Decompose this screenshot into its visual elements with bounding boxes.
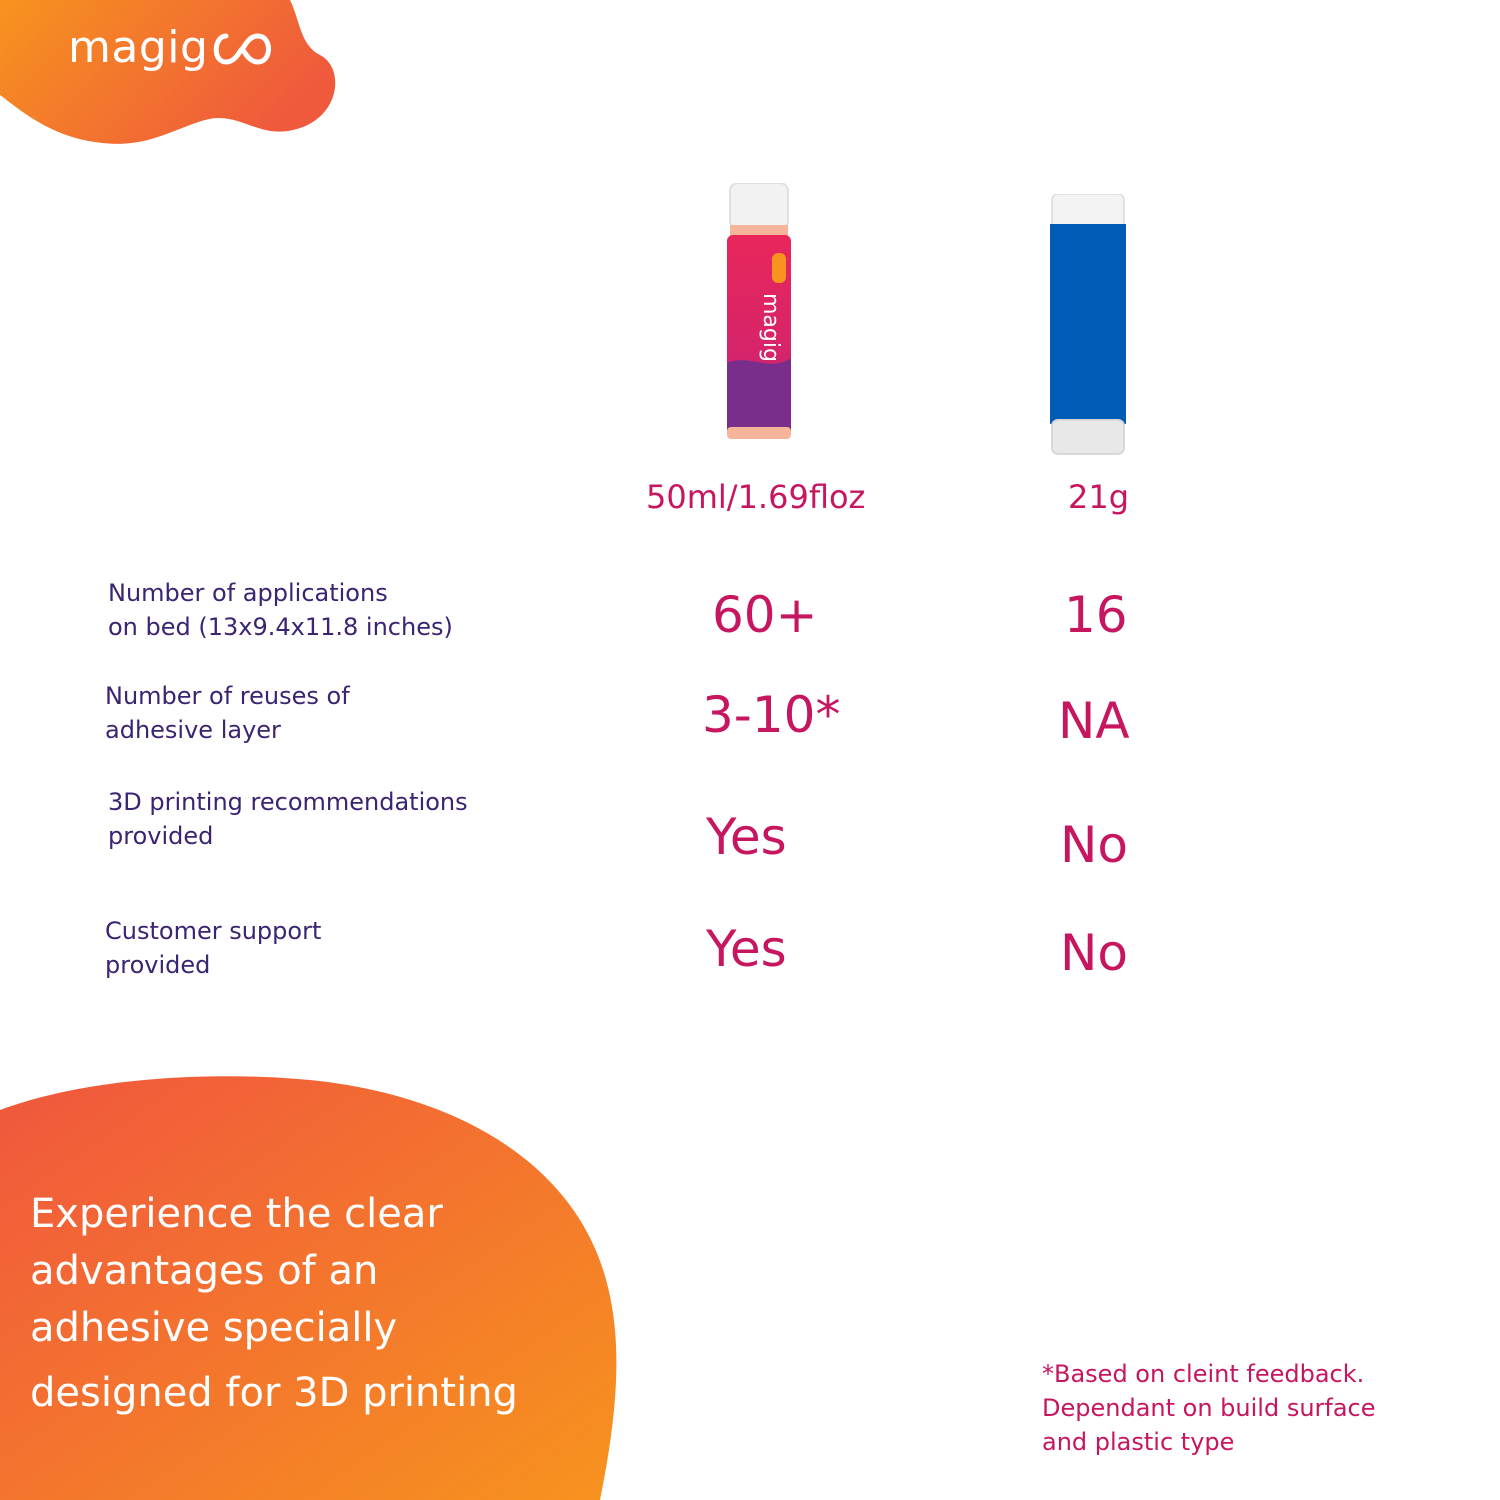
footnote: *Based on cleint feedback. Dependant on build surface and plastic type xyxy=(1042,1360,1376,1456)
magigoo-value-recommendations: Yes xyxy=(706,808,787,866)
row-label-applications: Number of applications on bed (13x9.4x11.8 inches) xyxy=(108,579,453,641)
magigoo-size-label: 50ml/1.69floz xyxy=(646,478,866,516)
logo-wordmark: magig xyxy=(68,22,209,73)
row-label-recommendations: 3D printing recommendations provided xyxy=(108,788,468,850)
row-label-support: Customer support provided xyxy=(105,917,322,979)
svg-text:magig: magig xyxy=(758,293,783,362)
glue-stick-value-support: No xyxy=(1060,924,1128,982)
adhesive-bottle-image xyxy=(724,183,794,443)
glue-stick-value-reuses: NA xyxy=(1058,692,1130,750)
brand-logo[interactable] xyxy=(68,22,274,73)
magigoo-value-support: Yes xyxy=(706,920,787,978)
tagline: Experience the clear advantages of an adhesive specially designed for 3D printing xyxy=(30,1191,518,1416)
glue-stick-size-label: 21g xyxy=(1068,478,1130,516)
magigoo-value-reuses: 3-10* xyxy=(702,686,841,744)
glue-stick-value-recommendations: No xyxy=(1060,816,1128,874)
row-label-reuses: Number of reuses of adhesive layer xyxy=(105,682,350,744)
magigoo-value-applications: 60+ xyxy=(712,586,818,644)
glue-stick-value-applications: 16 xyxy=(1064,586,1128,644)
infinity-loop-icon xyxy=(210,32,274,66)
glue-stick-image xyxy=(1046,194,1130,456)
